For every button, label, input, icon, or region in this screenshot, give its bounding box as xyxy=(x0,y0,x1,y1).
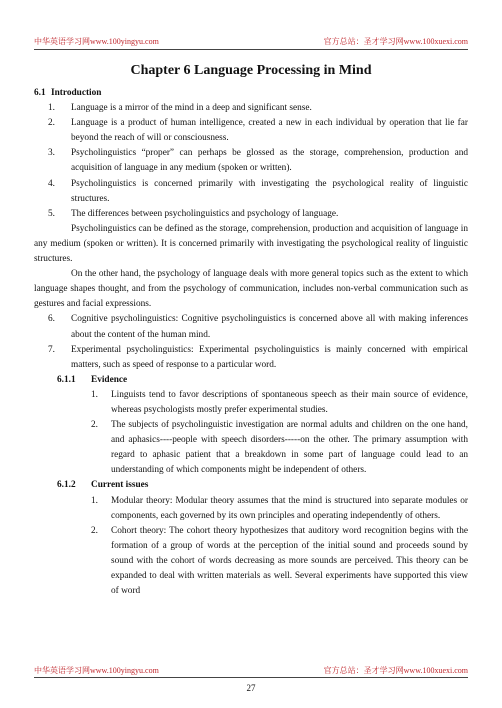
subsection-title: Current issues xyxy=(91,480,149,491)
list-item xyxy=(34,101,468,116)
subsection-heading xyxy=(34,478,468,493)
list-item xyxy=(34,207,468,222)
list-item-number: 3. xyxy=(48,148,55,159)
body-paragraph: On the other hand, the psychology of language deals with more general topics such as the extent to which language shapes thought, and from the psychology of communication, includes non-verbal communication such as gestures and facial expressions. xyxy=(34,269,468,310)
footer-right-text: 官方总站：圣才学习网www.100xuexi.com xyxy=(323,666,468,675)
subsection-number: 6.1.1 xyxy=(57,374,76,385)
subsection-number: 6.1.2 xyxy=(57,480,76,491)
list-item-number: 2. xyxy=(48,118,55,129)
header-rule xyxy=(34,49,468,50)
list-item-text: Psycholinguistics “proper” can perhaps be glossed as the storage, comprehension, production and acquisition of language in any medium (spoken or written). xyxy=(71,148,468,174)
list-item-text: Cognitive psycholinguistics: Cognitive psycholinguistics is concerned above all with making inferences about the content of the human mind. xyxy=(71,314,468,340)
list-item-number: 7. xyxy=(48,344,55,355)
list-item-text: The differences between psycholinguistics and psychology of language. xyxy=(71,208,339,219)
list-item-text: Language is a product of human intelligence, created a new in each individual by operation that lie far beyond the reach of will or consciousness. xyxy=(71,118,468,144)
list-item-text: Language is a mirror of the mind in a deep and significant sense. xyxy=(71,103,312,114)
subsection-heading xyxy=(34,373,468,388)
list-item xyxy=(34,524,468,599)
header-right-text: 官方总站：圣才学习网www.100xuexi.com xyxy=(323,37,468,46)
list-item xyxy=(34,312,468,342)
list-item xyxy=(34,116,468,146)
list-item xyxy=(34,146,468,176)
list-item-text: Psycholinguistics is concerned primarily with investigating the psychological reality of linguistic structures. xyxy=(71,178,468,204)
list-item xyxy=(34,343,468,373)
subsection-title: Evidence xyxy=(91,374,128,385)
page-header xyxy=(34,37,468,47)
list-item-text: Linguists tend to favor descriptions of spontaneous speech as their main source of evidence, whereas psychologists mostly prefer experimental studies. xyxy=(111,389,468,415)
list-item-number: 2. xyxy=(91,420,98,431)
chapter-title: Chapter 6 Language Processing in Mind xyxy=(130,63,372,78)
section-number: 6.1 xyxy=(34,88,46,98)
page-number: 27 xyxy=(246,683,256,693)
page-footer xyxy=(34,666,468,676)
list-item-number: 1. xyxy=(91,495,98,506)
footer-rule xyxy=(34,677,468,678)
list-item xyxy=(34,388,468,418)
list-item xyxy=(34,418,468,478)
page-body xyxy=(34,86,468,599)
section-title: Introduction xyxy=(51,88,102,98)
list-item-text: Cohort theory: The cohort theory hypothesizes that auditory word recognition begins with the formation of a group of words at the perception of the initial sound and proceeds sound by sound with the cohort of words decreasing as more sounds are perceived. This theory can be expanded to deal with written materials as well. Several experiments have supported this view of word xyxy=(111,525,468,597)
list-item xyxy=(34,494,468,524)
list-item-number: 1. xyxy=(91,389,98,400)
list-item-text: Modular theory: Modular theory assumes that the mind is structured into separate modules or components, each governed by its own principles and operating independently of others. xyxy=(111,495,468,521)
list-item-number: 4. xyxy=(48,178,55,189)
list-item-text: Experimental psycholinguistics: Experimental psycholinguistics is mainly concerned with empirical matters, such as speed of response to a particular word. xyxy=(71,344,468,370)
body-paragraph: Psycholinguistics can be defined as the storage, comprehension, production and acquisition of language in any medium (spoken or written). It is concerned primarily with investigating the psychological reality of linguistic structures. xyxy=(34,223,468,265)
list-item-text: The subjects of psycholinguistic investigation are normal adults and children on the one hand, and aphasics----people with speech disorders-----on the other. The primary assumption with regard to aphasic patient that a breakdown in some part of language could lead to an understanding of which components might be independent of others. xyxy=(111,420,468,476)
list-item-number: 2. xyxy=(91,525,98,536)
footer-left-text: 中华英语学习网www.100yingyu.com xyxy=(34,666,159,675)
section-heading xyxy=(34,86,468,101)
list-item xyxy=(34,177,468,207)
header-left-text: 中华英语学习网www.100yingyu.com xyxy=(34,37,159,46)
list-item-number: 6. xyxy=(48,314,55,325)
list-item-number: 5. xyxy=(48,208,55,219)
list-item-number: 1. xyxy=(48,103,55,114)
